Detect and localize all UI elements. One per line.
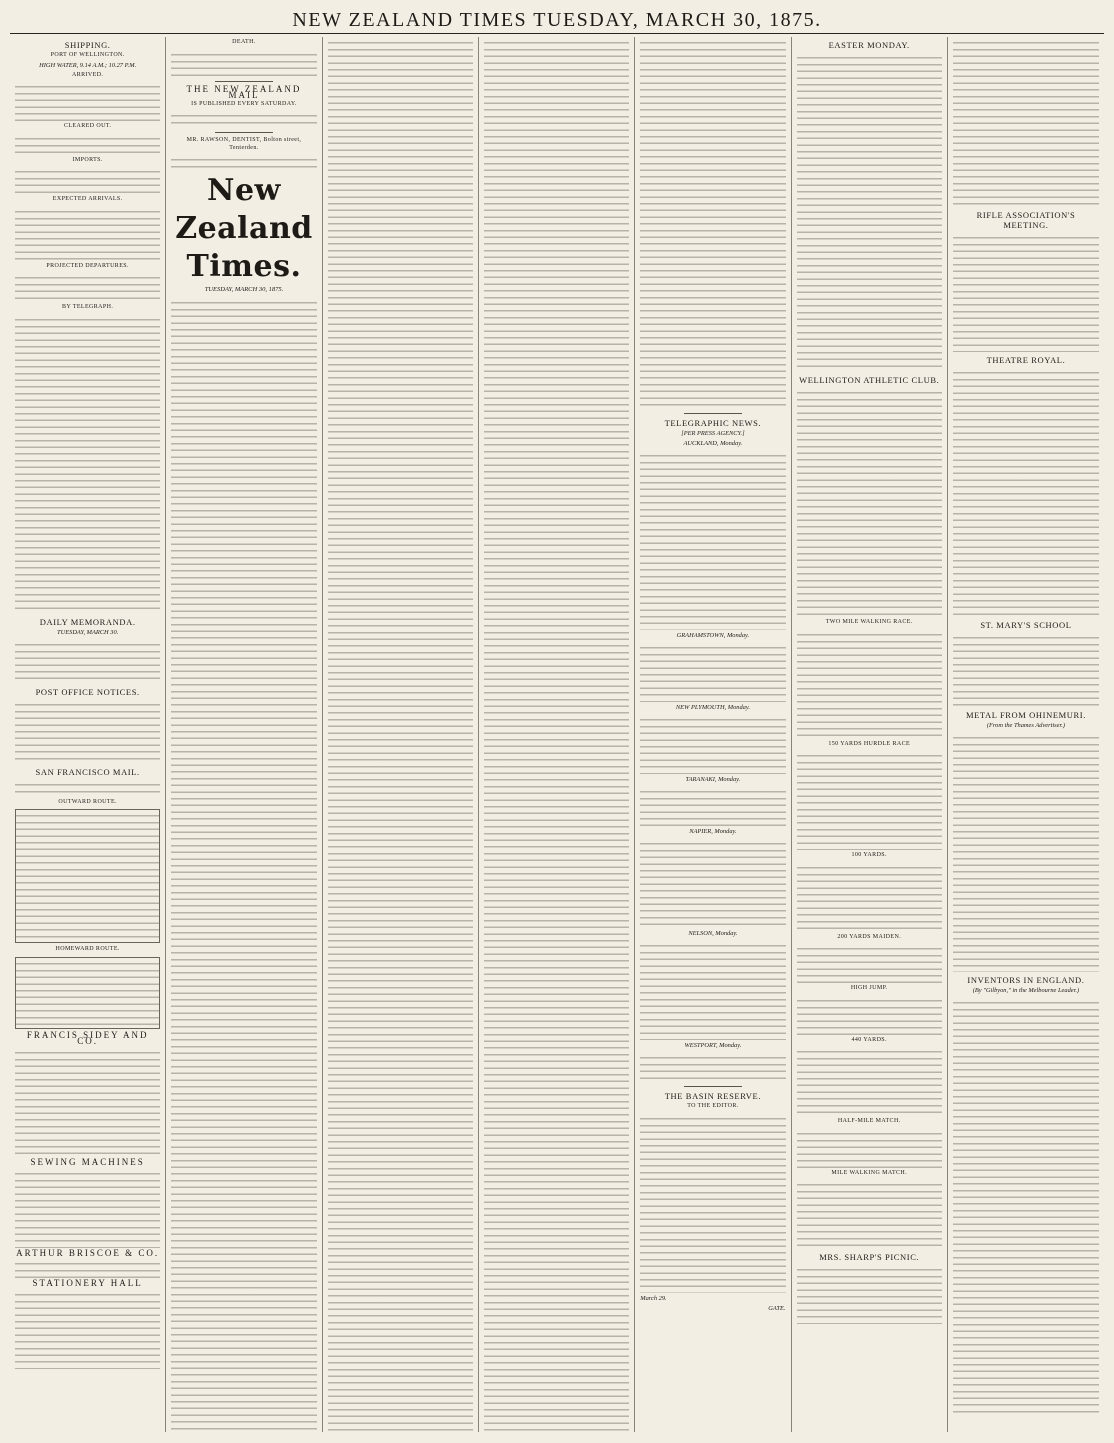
dateline-new-plymouth: NEW PLYMOUTH, Monday. [675,704,750,711]
text-block [15,1168,160,1248]
text-block [640,1052,785,1082]
column-editorial-2 [323,37,479,1432]
dateline-taranaki: TARANAKI, Monday. [685,776,741,783]
text-block [15,779,160,797]
letter-text [640,1113,785,1293]
text-block [953,37,1099,207]
text-block [640,940,785,1040]
heading-maiden: 200 YARDS MAIDEN. [837,933,902,940]
text-block [15,272,160,302]
editorial-text [328,37,473,1432]
text-block [953,232,1099,352]
text-block [15,699,160,764]
heading-shipping: SHIPPING. [64,40,111,50]
dateline-westport: WESTPORT, Monday. [684,1042,742,1049]
paper-title: New Zealand Times. [175,173,313,285]
to-editor: TO THE EDITOR. [687,1103,739,1109]
text-block [797,52,942,372]
heading-mile: MILE WALKING MATCH. [831,1169,908,1176]
text-block [15,314,160,614]
heading-440-yards: 440 YARDS. [851,1036,887,1043]
heading-arrived: ARRIVED. [71,71,104,78]
outward-table [15,809,160,943]
divider [215,132,273,133]
heading-two-mile: TWO MILE WALKING RACE. [825,619,913,625]
dateline-nelson: NELSON, Monday. [688,930,738,937]
dentist-notice: MR. RAWSON, DENTIST, Bolton street, Tenterden. [186,137,302,151]
text-block [797,629,942,739]
text-block [640,714,785,774]
letter-date: March 29. [640,1294,667,1302]
heading-telegraph: BY TELEGRAPH. [62,304,114,310]
heading-school: ST. MARY'S SCHOOL [980,620,1072,630]
heading-athletic: WELLINGTON ATHLETIC CLUB. [799,375,940,385]
masthead: NEW ZEALAND TIMES TUESDAY, MARCH 30, 1875. [292,9,822,31]
text-block [15,81,160,121]
dateline: TUESDAY, MARCH 30, 1875. [204,286,284,294]
text-block [171,110,316,128]
text-block [953,367,1099,617]
heading-half-mile: HALF-MILE MATCH. [837,1118,901,1124]
column-editorial-1 [166,37,322,1432]
heading-easter: EASTER MONDAY. [828,40,910,50]
column-telegraphic [635,37,791,1432]
ad-briscoe: ARTHUR BRISCOE & CO. [16,1247,160,1258]
mail-notice-sub: IS PUBLISHED EVERY SATURDAY. [191,100,297,107]
masthead-rule [10,33,1104,34]
heading-outward: OUTWARD ROUTE. [58,798,117,805]
heading-telegraphic: TELEGRAPHIC NEWS. [664,418,762,428]
text-block [797,1264,942,1324]
ad-sidey: FRANCIS SIDEY AND CO. [26,1029,149,1047]
dateline-grahamstown: GRAHAMSTOWN, Monday. [676,632,750,639]
text-block [797,750,942,850]
text-block [797,387,942,617]
text-block [171,154,316,168]
press-agency: [PER PRESS AGENCY.] [681,430,745,437]
dateline-auckland: AUCKLAND, Monday. [683,440,743,447]
heading-homeward: HOMEWARD ROUTE. [55,946,120,952]
heading-metal: METAL FROM OHINEMURI. [965,710,1086,720]
text-block [640,786,785,826]
text-block [640,450,785,630]
heading-port: PORT OF WELLINGTON. [50,52,125,58]
heading-sf-mail: SAN FRANCISCO MAIL. [35,766,140,777]
text-block [15,639,160,684]
inventors-source: (By "Gilbyon," in the Melbourne Leader.) [972,987,1080,994]
text-block [797,1179,942,1249]
letter-signoff: GATE. [768,1304,786,1312]
text-block [15,133,160,155]
heading-imports: IMPORTS. [72,156,103,163]
mail-notice-title: THE NEW ZEALAND MAIL [186,83,302,101]
text-block [797,862,942,932]
metal-source: (From the Thames Advertiser.) [986,722,1065,729]
ad-stationery: STATIONERY HALL [32,1278,143,1289]
text-block [797,943,942,983]
heading-100-yards: 100 YARDS. [851,852,887,858]
homeward-table [15,957,160,1029]
text-block [640,37,785,409]
heading-theatre: THEATRE ROYAL. [986,355,1066,365]
text-block [953,632,1099,707]
text-block [171,49,316,77]
column-shipping [10,37,166,1432]
column-easter [792,37,948,1432]
text-block [15,166,160,194]
divider [215,81,273,82]
text-block [797,1128,942,1168]
column-rifle [948,37,1104,1432]
text-block [797,995,942,1035]
heading-projected: PROJECTED DEPARTURES. [46,262,129,269]
heading-basin: THE BASIN RESERVE. [664,1091,762,1101]
text-block [640,838,785,928]
heading-death: DEATH. [232,39,256,45]
ad-sewing: SEWING MACHINES [30,1156,145,1167]
high-water: HIGH WATER, 9.14 A.M.; 10.27 P.M. [39,61,137,69]
editorial-text [171,297,316,1432]
column-editorial-3 [479,37,635,1432]
text-block [15,1289,160,1369]
text-block [15,1258,160,1278]
divider [684,413,742,414]
heading-hurdle: 150 YARDS HURDLE RACE [828,740,911,747]
heading-inventors: INVENTORS IN ENGLAND. [967,975,1085,985]
text-block [15,1047,160,1157]
text-block [15,206,160,261]
text-block [953,732,1099,972]
heading-expected: EXPECTED ARRIVALS. [52,196,123,202]
divider [684,1086,742,1087]
heading-daily: DAILY MEMORANDA. [39,616,136,627]
heading-sharp-picnic: MRS. SHARP'S PICNIC. [819,1252,920,1262]
text-block [797,1046,942,1116]
heading-high-jump: HIGH JUMP. [850,985,888,991]
daily-date: TUESDAY, MARCH 30. [57,628,119,636]
columns [10,37,1104,1432]
dateline-napier: NAPIER, Monday. [689,828,737,835]
editorial-text [484,37,629,1432]
text-block [953,997,1099,1417]
heading-cleared: CLEARED OUT. [63,123,112,129]
text-block [640,642,785,702]
heading-rifle: RIFLE ASSOCIATION'S MEETING. [976,210,1076,230]
heading-post: POST OFFICE NOTICES. [35,686,140,697]
